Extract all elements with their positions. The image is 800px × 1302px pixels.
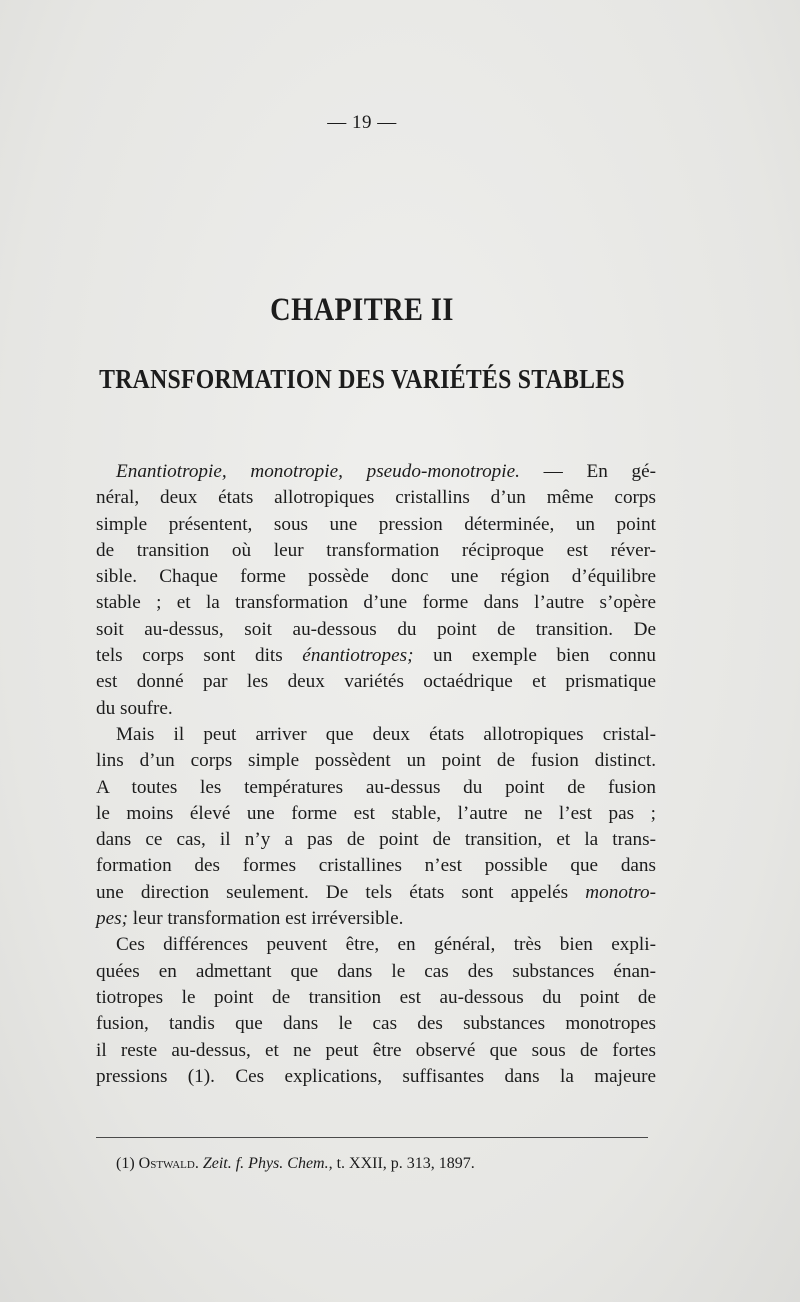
text-line: tiotropes le point de transition est au-dessous du point de (96, 986, 656, 1008)
text-line: tels corps sont dits énantiotropes; un exemple bien connu (96, 645, 656, 667)
text-line: simple présentent, sous une pression déterminée, un point (96, 513, 656, 535)
text-line: Enantiotropie, monotropie, pseudo-monotropie. — En gé- (116, 461, 656, 482)
body-text (96, 459, 656, 1090)
footnote-marker: (1) (116, 1155, 135, 1172)
paragraph-lead-italic: Enantiotropie, monotropie, pseudo-monotropie. (116, 461, 520, 482)
text-line: Mais il peut arriver que deux états allotropiques cristal- (116, 723, 656, 745)
footnote-author: Ostwald. (138, 1155, 199, 1172)
footnote-journal: Zeit. f. Phys. Chem., (202, 1155, 333, 1172)
chapter-title: CHAPITRE II (270, 292, 454, 328)
text-line: fusion, tandis que dans le cas des substances monotropes (96, 1013, 656, 1035)
footnote-rule (96, 1137, 648, 1138)
text-line: pes; leur transformation est irréversible. (96, 908, 404, 930)
term-enantiotropes: énantiotropes; (302, 645, 414, 667)
text-line: soit au-dessus, soit au-dessous du point de transition. De (96, 618, 656, 640)
text-line: stable ; et la transformation d’une forme dans l’autre s’opère (96, 592, 656, 614)
footnote (116, 1155, 475, 1173)
text-line: le moins élevé une forme est stable, l’autre ne l’est pas ; (96, 802, 656, 824)
section-title: TRANSFORMATION DES VARIÉTÉS STABLES (99, 364, 625, 394)
term-monotropes-end: pes; (96, 908, 128, 930)
text-line: formation des formes cristallines n’est possible que dans (96, 855, 656, 877)
text-line: Ces différences peuvent être, en général, très bien expli- (116, 934, 656, 956)
text-line: lins d’un corps simple possèdent un point de fusion distinct. (96, 750, 656, 772)
text-line: sible. Chaque forme possède donc une région d’équilibre (96, 566, 656, 588)
text-line: une direction seulement. De tels états sont appelés monotro- (96, 881, 656, 903)
page-number: — 19 — (327, 112, 397, 133)
text-line: de transition où leur transformation réciproque est réver- (96, 539, 656, 561)
footnote-reference: t. XXII, p. 313, 1897. (336, 1155, 475, 1172)
text-line: du soufre. (96, 697, 173, 719)
text-line: il reste au-dessus, et ne peut être observé que sous de fortes (96, 1039, 656, 1061)
text-line: est donné par les deux variétés octaédrique et prismatique (96, 671, 656, 693)
text-line: quées en admettant que dans le cas des substances énan- (96, 960, 656, 982)
text-line: néral, deux états allotropiques cristallins d’un même corps (96, 487, 656, 509)
text-line: A toutes les températures au-dessus du point de fusion (96, 776, 656, 798)
text-line: dans ce cas, il n’y a pas de point de transition, et la trans- (96, 829, 656, 851)
text-line: pressions (1). Ces explications, suffisantes dans la majeure (96, 1065, 656, 1087)
term-monotropes: monotro- (585, 881, 656, 903)
